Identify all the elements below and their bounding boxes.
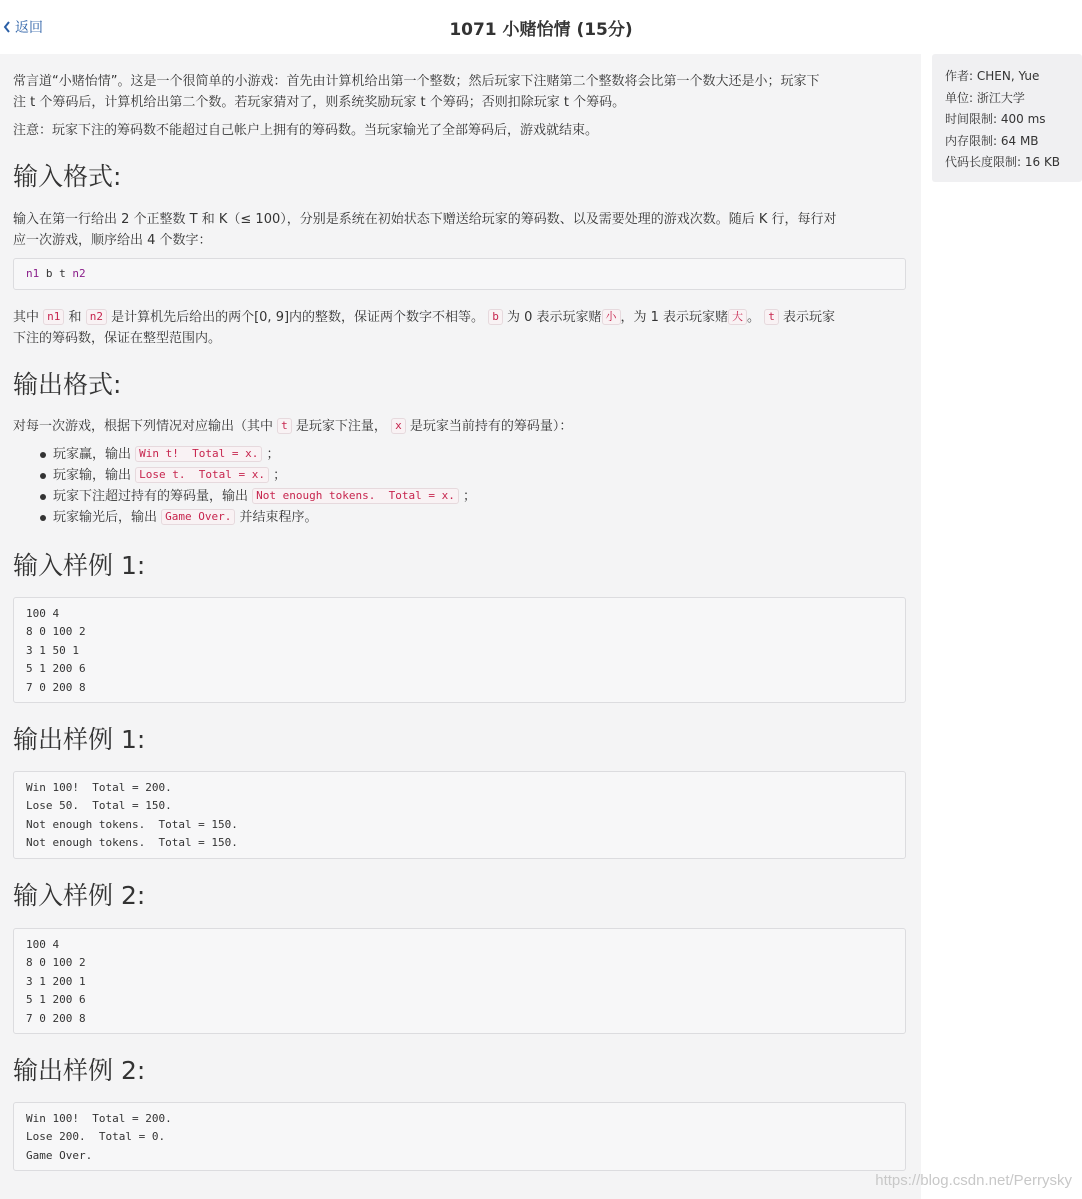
- output-format-heading: 输出格式:: [13, 370, 122, 399]
- desc-text: 是计算机先后给出的两个[0, 9]内的整数，保证两个数字不相等。: [111, 310, 485, 325]
- desc-text: ，为 1 表示玩家赌: [620, 310, 729, 325]
- watermark: https://blog.csdn.net/Perrysky: [875, 1172, 1072, 1189]
- inline-code: t: [764, 309, 779, 325]
- input-format-line-1: 输入在第一行给出 2 个正整数 T 和 K（≤ 100），分别是系统在初始状态下赠送给玩家的筹码数、以及需要处理的游戏次数。随后 K 行，每行对: [13, 212, 837, 227]
- list-item: [13, 507, 476, 528]
- sample-input-1-code: 100 4 8 0 100 2 3 1 50 1 5 1 200 6 7 0 200 8: [13, 597, 906, 703]
- desc-text: 表示玩家: [782, 310, 835, 325]
- sample-input-1-heading: 输入样例 1:: [13, 551, 146, 580]
- input-format-paragraph: [13, 209, 837, 251]
- rule-text: 玩家下注超过持有的筹码量，输出: [53, 489, 249, 504]
- inline-code: Not enough tokens. Total = x.: [252, 488, 459, 504]
- input-format-line-2: 应一次游戏，顺序给出 4 个数字：: [13, 233, 212, 248]
- list-item: [13, 465, 476, 486]
- rule-text: 玩家赢，输出: [53, 447, 132, 462]
- output-intro-text: 对每一次游戏，根据下列情况对应输出（其中: [13, 419, 274, 434]
- rule-tail: ；: [266, 447, 280, 462]
- memory-limit-info: 内存限制: 64 MB: [945, 133, 1039, 148]
- rule-tail: 并结束程序。: [239, 510, 318, 525]
- page-title: 1071 小赌怡情 (15分): [449, 20, 633, 40]
- sample-input-2-code: 100 4 8 0 100 2 3 1 200 1 5 1 200 6 7 0 200 8: [13, 928, 906, 1034]
- sample-output-2-heading: 输出样例 2:: [13, 1056, 146, 1085]
- code-token-t: t: [59, 267, 66, 280]
- time-limit-info: 时间限制: 400 ms: [945, 112, 1046, 126]
- output-intro-paragraph: [13, 416, 572, 437]
- unit-info: 单位: 浙江大学: [945, 90, 1025, 105]
- desc-text: 。: [747, 310, 761, 325]
- sample-output-1-code: Win 100! Total = 200. Lose 50. Total = 150. Not enough tokens. Total = 150. Not enough tokens. Total = 150.: [13, 771, 906, 859]
- desc-text: 其中: [13, 310, 40, 325]
- desc-text: 和: [68, 310, 82, 325]
- input-format-heading: 输入格式:: [13, 162, 122, 191]
- intro-paragraph: [13, 71, 819, 113]
- inline-code: Win t! Total = x.: [135, 446, 262, 462]
- output-intro-text: 是玩家当前持有的筹码量）：: [409, 419, 573, 434]
- problem-content-area: [0, 54, 921, 1199]
- inline-code: n2: [86, 309, 107, 325]
- top-bar: [0, 0, 1082, 54]
- code-token-b: b: [45, 267, 53, 280]
- list-item: [13, 444, 476, 465]
- code-token-n2: n2: [72, 267, 86, 280]
- code-limit-info: 代码长度限制: 16 KB: [945, 155, 1061, 169]
- sample-input-2-heading: 输入样例 2:: [13, 881, 146, 910]
- desc-text: 为 0 表示玩家赌: [506, 310, 602, 325]
- inline-code: n1: [43, 309, 64, 325]
- inline-code: Game Over.: [161, 509, 235, 525]
- note-paragraph: 注意：玩家下注的筹码数不能超过自己帐户上拥有的筹码数。当玩家输光了全部筹码后，游戏就结束。: [13, 123, 599, 138]
- rule-text: 玩家输，输出: [53, 468, 132, 483]
- input-format-code: [13, 258, 906, 290]
- problem-info-box: [932, 54, 1082, 182]
- inline-code: 小: [602, 309, 621, 325]
- desc-text: 下注的筹码数，保证在整型范围内。: [13, 331, 222, 346]
- inline-code: b: [488, 309, 503, 325]
- list-item: [13, 486, 476, 507]
- inline-code: t: [277, 418, 292, 434]
- intro-line-1: 常言道“小赌怡情”。这是一个很简单的小游戏：首先由计算机给出第一个整数；然后玩家下注赌第二个整数将会比第一个数大还是小；玩家下: [13, 74, 820, 89]
- rule-text: 玩家输光后，输出: [53, 510, 158, 525]
- sample-output-1-heading: 输出样例 1:: [13, 725, 146, 754]
- back-label: 返回: [15, 20, 43, 36]
- sample-output-2-code: Win 100! Total = 200. Lose 200. Total = 0. Game Over.: [13, 1102, 906, 1171]
- output-intro-text: 是玩家下注量，: [295, 419, 387, 434]
- author-info: 作者: CHEN, Yue: [945, 69, 1040, 83]
- output-rules-list: [13, 444, 476, 528]
- rule-tail: ；: [273, 468, 287, 483]
- input-desc-paragraph: [13, 307, 835, 349]
- code-token-n1: n1: [26, 267, 40, 280]
- intro-line-2: 注 t 个筹码后，计算机给出第二个数。若玩家猜对了，则系统奖励玩家 t 个筹码；否则扣除玩家 t 个筹码。: [13, 95, 626, 110]
- rule-tail: ；: [462, 489, 476, 504]
- inline-code: 大: [728, 309, 747, 325]
- inline-code: x: [391, 418, 406, 434]
- sidebar: [921, 54, 1082, 1199]
- inline-code: Lose t. Total = x.: [135, 467, 269, 483]
